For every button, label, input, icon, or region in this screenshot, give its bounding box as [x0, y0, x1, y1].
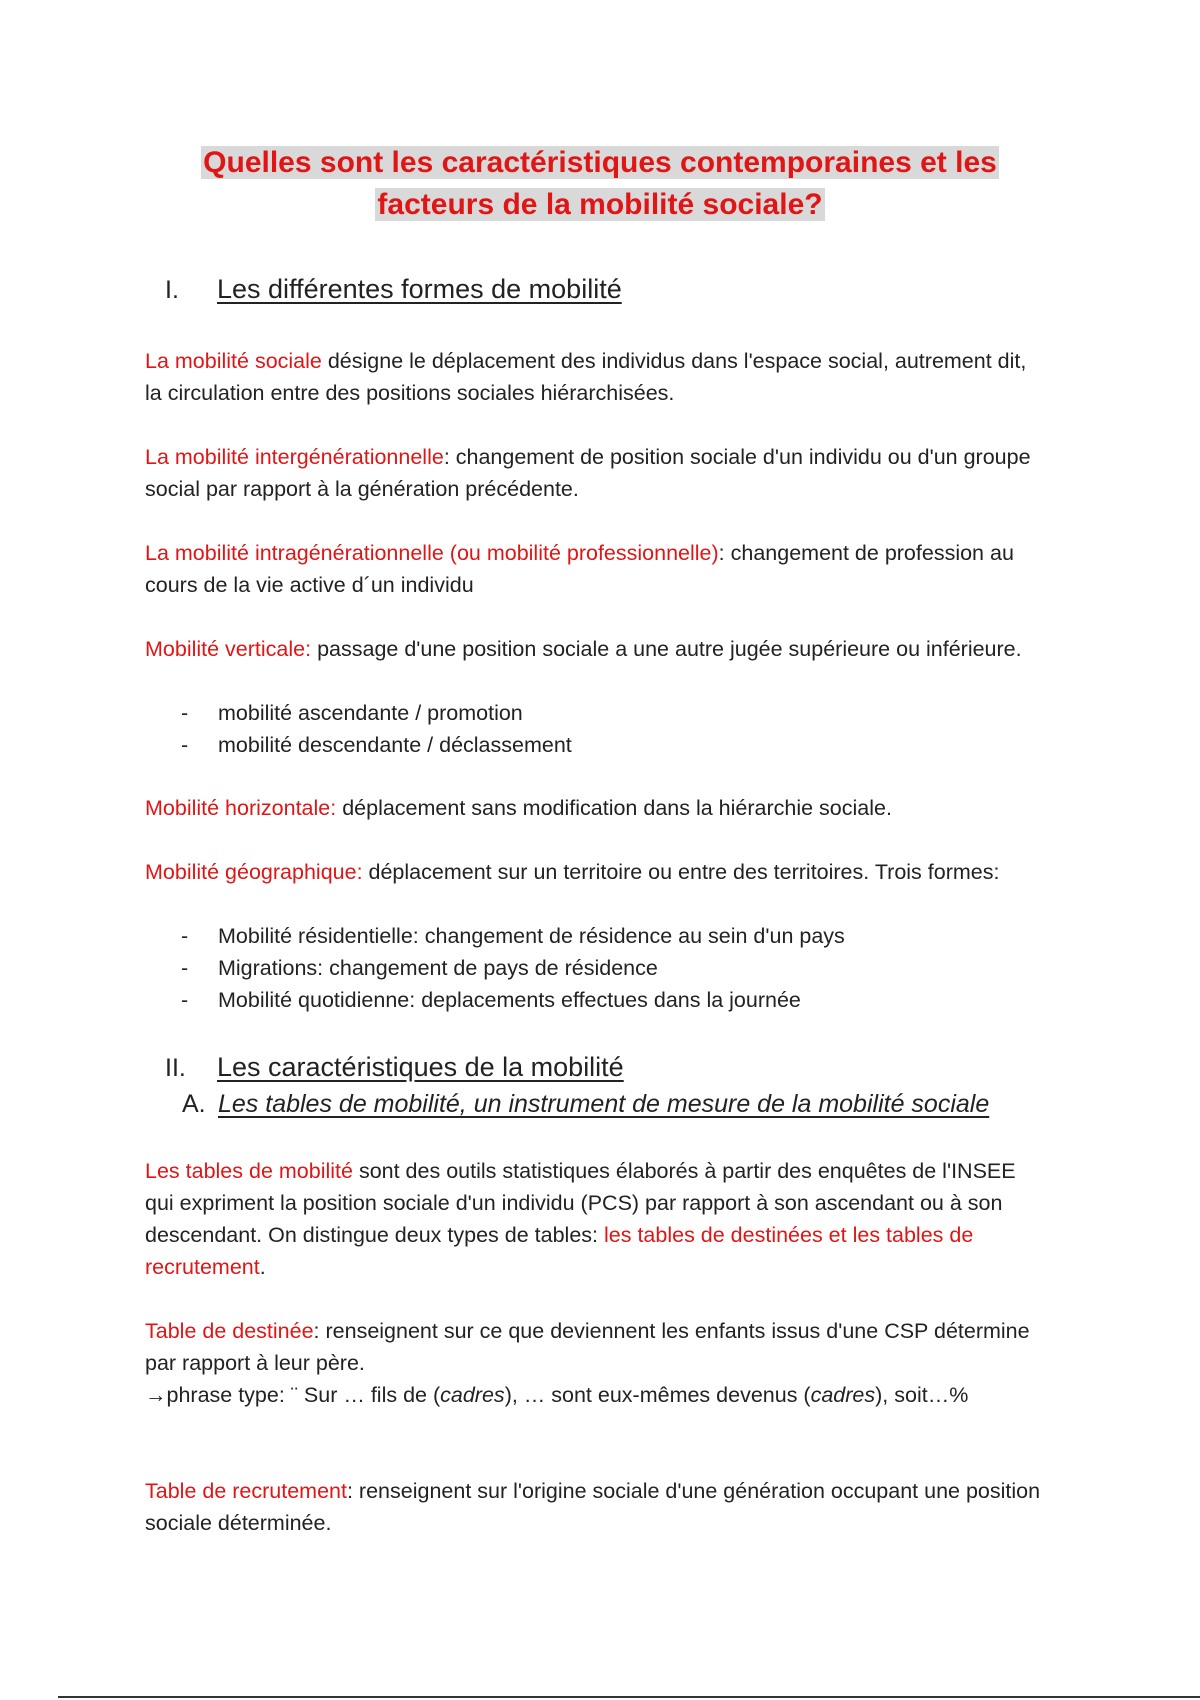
term-table-de-destinee: Table de destinée	[145, 1319, 314, 1343]
term-mobilite-sociale: La mobilité sociale	[145, 349, 322, 373]
section-number-1: I.	[165, 276, 179, 304]
phrase-type-italic-2: cadres	[810, 1383, 876, 1407]
subsection-title-a: Les tables de mobilité, un instrument de mesure de la mobilité sociale	[218, 1090, 990, 1118]
paragraph-table-de-recrutement	[145, 1475, 1045, 1539]
title-line-1: Quelles sont les caractéristiques contemporaines et les	[203, 146, 997, 179]
definition-text: : renseignent sur l'origine sociale d'une génération occupant une position sociale déterminée.	[145, 1479, 1041, 1535]
section-number-2: II.	[165, 1054, 186, 1082]
paragraph-mobilite-intragenerationnelle	[145, 537, 1045, 601]
definition-text: : changement de position sociale d'un individu ou d'un groupe social par rapport à la génération précédente.	[145, 445, 1031, 501]
section-title-2: Les caractéristiques de la mobilité	[217, 1052, 624, 1082]
list-item-text: Migrations: changement de pays de résidence	[218, 956, 658, 980]
term-tables-de-mobilite: Les tables de mobilité	[145, 1159, 353, 1183]
term-intergenerationnelle: La mobilité intergénérationnelle	[145, 445, 444, 469]
definition-text: : changement de profession au cours de la vie active d´un individu	[145, 541, 1014, 597]
paragraph-mobilite-geographique	[145, 856, 1045, 888]
sentence-end: .	[259, 1255, 266, 1279]
definition-text: : renseignent sur ce que deviennent les enfants issus d'une CSP détermine par rapport à leur père.	[145, 1319, 1030, 1375]
paragraph-mobilite-intergenerationnelle	[145, 441, 1045, 505]
list-item: - mobilité descendante / déclassement	[181, 733, 572, 757]
definition-text: sont des outils statistiques élaborés à partir des enquêtes de l'INSEE qui expriment la position sociale d'un individu (PCS) par rapport à son ascendant ou à son descendant. On distingue deux types de tables:	[145, 1159, 1016, 1247]
term-geographique: Mobilité géographique:	[145, 860, 363, 884]
paragraph-mobilite-horizontale	[145, 792, 1045, 824]
page-title	[150, 142, 1050, 226]
term-intragenerationnelle: La mobilité intragénérationnelle (ou mobilité professionnelle)	[145, 541, 719, 565]
definition-text: déplacement sur un territoire ou entre des territoires. Trois formes:	[362, 860, 1000, 884]
phrase-type-middle: ), … sont eux-mêmes devenus (	[504, 1383, 811, 1407]
section-heading-2	[165, 1050, 624, 1085]
list-item: - Migrations: changement de pays de résidence	[181, 956, 658, 980]
list-mobilite-geographique	[145, 920, 1045, 1016]
section-title-1: Les différentes formes de mobilité	[217, 274, 622, 304]
list-item-text: Mobilité résidentielle: changement de résidence au sein d'un pays	[218, 924, 845, 948]
paragraph-mobilite-sociale	[145, 345, 1045, 409]
definition-text: passage d'une position sociale a une autre jugée supérieure ou inférieure.	[311, 637, 1022, 661]
term-horizontale: Mobilité horizontale:	[145, 796, 337, 820]
list-mobilite-verticale	[145, 697, 1045, 761]
page-bottom-divider	[58, 1696, 1200, 1698]
title-line-2: facteurs de la mobilité sociale?	[377, 188, 823, 221]
phrase-type-prefix: →phrase type: ¨ Sur … fils de (	[145, 1383, 441, 1407]
subsection-heading-a	[182, 1088, 989, 1120]
paragraph-mobilite-verticale	[145, 633, 1045, 665]
list-item-text: mobilité ascendante / promotion	[218, 701, 523, 725]
paragraph-tables-de-mobilite	[145, 1155, 1045, 1283]
paragraph-table-de-destinee	[145, 1315, 1045, 1411]
term-table-de-recrutement: Table de recrutement	[145, 1479, 347, 1503]
phrase-type-italic-1: cadres	[440, 1383, 505, 1407]
list-item-text: Mobilité quotidienne: deplacements effectues dans la journée	[218, 988, 801, 1012]
list-item-text: mobilité descendante / déclassement	[218, 733, 572, 757]
list-item: - mobilité ascendante / promotion	[181, 701, 523, 725]
list-item: - Mobilité quotidienne: deplacements effectues dans la journée	[181, 988, 801, 1012]
section-heading-1	[165, 272, 622, 307]
definition-text: déplacement sans modification dans la hiérarchie sociale.	[336, 796, 892, 820]
term-types-de-tables: les tables de destinées et les tables de recrutement	[145, 1223, 974, 1279]
definition-text: désigne le déplacement des individus dans l'espace social, autrement dit, la circulation entre des positions sociales hiérarchisées.	[145, 349, 1027, 405]
list-item: - Mobilité résidentielle: changement de résidence au sein d'un pays	[181, 924, 845, 948]
phrase-type-suffix: ), soit…%	[875, 1383, 969, 1407]
subsection-number-a: A.	[182, 1090, 206, 1118]
term-verticale: Mobilité verticale:	[145, 637, 312, 661]
